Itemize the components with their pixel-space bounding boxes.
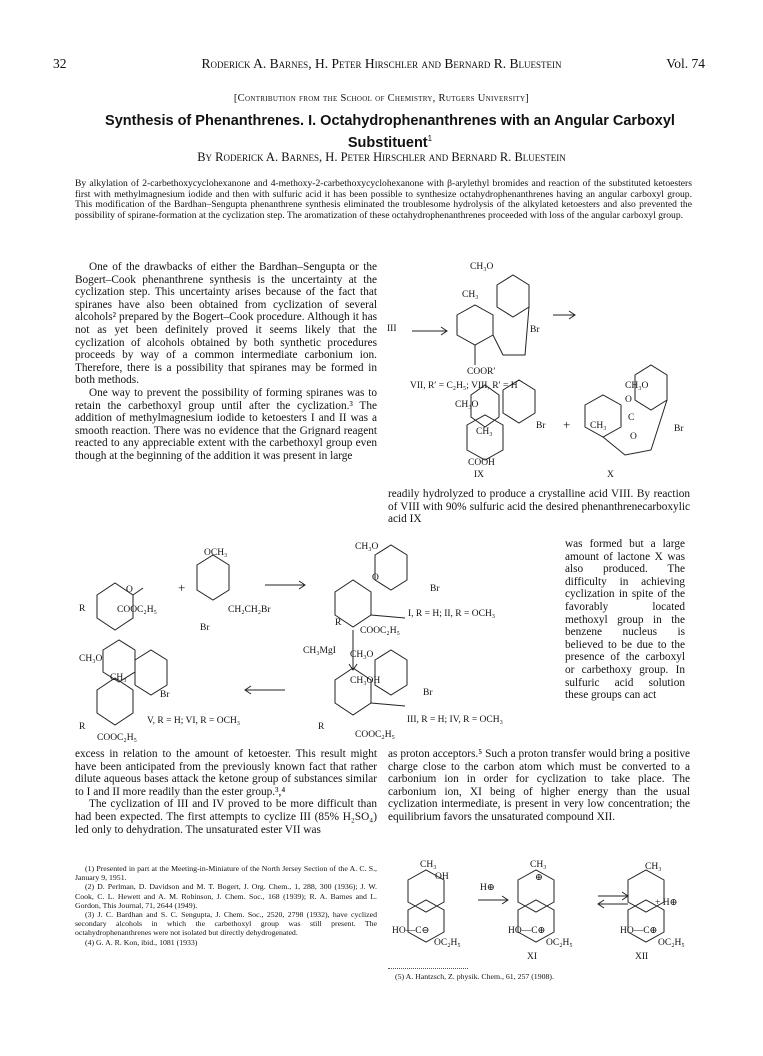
- group-label: CH₃O: [350, 650, 374, 660]
- group-label: R: [79, 722, 86, 732]
- page-number: 32: [53, 56, 67, 71]
- equilibrium-arrow: [598, 892, 628, 908]
- group-label: CH₃: [530, 860, 547, 870]
- group-label: R: [79, 604, 86, 614]
- footnote-right: (5) A. Hantzsch, Z. physik. Chem., 61, 257 (1908).: [395, 972, 554, 981]
- group-label: COOC₂H₅: [355, 730, 395, 740]
- footnote-rule: [388, 968, 468, 969]
- group-label: COOC₂H₅: [117, 605, 157, 615]
- footnote: (1) Presented in part at the Meeting-in-Miniature of the North Jersey Section of the A. C. S., January 9, 1951.: [75, 864, 377, 883]
- group-label: CH₃O: [355, 542, 379, 552]
- group-label: CH₃O: [470, 262, 494, 272]
- group-label: CH₂CH₂Br: [228, 605, 271, 615]
- group-label: CH₃: [462, 290, 479, 300]
- arrow: [478, 896, 508, 904]
- group-label: CH₃: [476, 427, 493, 437]
- article-title: [70, 113, 710, 152]
- scheme-caption: VII, R′ = C₂H₅; VIII, R′ = H: [410, 381, 518, 391]
- footnote: (3) J. C. Bardhan and S. C. Sengupta, J. Chem. Soc., 2520, 2798 (1932), have cyclized secondary alcohols in which the carbethoxyl group was still present. The octahydrophenanthrenes were not isolated but directly dehydrogenated.: [75, 910, 377, 938]
- group-label: Br: [160, 690, 170, 700]
- group-label: CH₃O: [79, 654, 103, 664]
- compound-label: III: [387, 324, 397, 334]
- ring: [375, 545, 407, 590]
- group-label: CH₃: [420, 860, 437, 870]
- group-label: OH: [435, 872, 449, 882]
- bond: [133, 588, 143, 595]
- compound-label: IX: [474, 470, 485, 480]
- group-label: R: [318, 722, 325, 732]
- group-label: CH₃: [645, 862, 662, 872]
- group-label: CH₃OH: [350, 676, 381, 686]
- group-label: O: [630, 432, 637, 442]
- group-label: H⊕: [480, 883, 495, 893]
- group-label: Br: [674, 424, 684, 434]
- title-footnote-mark: 1: [427, 134, 433, 143]
- compound-label: XI: [527, 952, 538, 962]
- footnotes-left: [75, 864, 377, 947]
- left-column-top: [75, 261, 377, 463]
- group-label: COOR′: [467, 367, 496, 377]
- plus-sign: +: [178, 580, 186, 595]
- paragraph: The cyclization of III and IV proved to be more difficult than had been expected. The first attempts to cyclize III (85% H₂SO₄) led only to dehydration. The unsaturated ester VII was: [75, 798, 377, 836]
- plus-sign: +: [563, 417, 571, 432]
- group-label: O: [372, 573, 379, 583]
- ring: [375, 650, 407, 695]
- scheme-vii-to-x: [385, 255, 695, 485]
- group-label: Br: [423, 688, 433, 698]
- group-label: OC₂H₅: [546, 938, 573, 948]
- contribution-line: [Contribution from the School of Chemistry, Rutgers University]: [233, 93, 530, 104]
- bond: [371, 703, 405, 706]
- reagent-label: CH₃MgI: [303, 646, 336, 656]
- arrow: [245, 686, 285, 694]
- group-label: CH₃O: [455, 400, 479, 410]
- compound-label: X: [607, 470, 614, 480]
- group-label: COOC₂H₅: [360, 626, 400, 636]
- benzene-ring: [497, 275, 529, 317]
- ring: [197, 555, 229, 600]
- group-label: HO—C⊖: [392, 926, 430, 936]
- group-label: HO—C⊕: [620, 926, 658, 936]
- group-label: Br: [530, 325, 540, 335]
- running-title: Roderick A. Barnes, H. Peter Hirschler and Bernard R. Bluestein: [201, 56, 562, 71]
- group-label: COOC₂H₅: [97, 733, 137, 743]
- bond: [603, 400, 667, 455]
- right-column-bottom: as proton acceptors.⁵ Such a proton transfer would bring a positive charge close to the carbon atom which must be converted to a carbonium ion in order for cyclization to take place. The carbonium ion, XI being of higher energy than the usual cyclization intermediate, is present in very low concentration; the equilibrium favors the unsaturated compound XII.: [388, 748, 690, 823]
- bond: [371, 615, 405, 618]
- compound-label: XII: [635, 952, 649, 962]
- group-label: CH₃O: [625, 381, 649, 391]
- abstract: By alkylation of 2-carbethoxycyclohexanone and 4-methoxy-2-carbethoxycyclohexanone with β-arylethyl bromides and reaction of the substituted ketoesters first with methylmagnesium iodide and then with sulfuric acid it has been possible to synthesize octahydrophenanthrenes having an angular carboxyl group. This modification of the Bardhan–Sengupta phenanthrene synthesis eliminated the troublesome hydrolysis of the alkylated ketoesters and also prevented the possibility of spirane-formation at the cyclization step. The aromatization of these octahydrophenanthrenes proceeded with loss of the angular carboxyl group.: [75, 178, 692, 221]
- group-label: CH₃: [110, 673, 127, 683]
- right-column-top-text: readily hydrolyzed to produce a crystalline acid VIII. By reaction of VIII with 90% sulfuric acid the desired phenanthrenecarboxylic acid IX: [388, 488, 690, 526]
- ring: [97, 678, 133, 725]
- group-label: O: [625, 395, 632, 405]
- ring: [467, 415, 503, 460]
- left-column-bottom: [75, 748, 377, 836]
- group-label: ⊕: [535, 873, 543, 883]
- compound-caption: III, R = H; IV, R = OCH₃: [407, 715, 503, 725]
- volume: Vol. 74: [666, 56, 705, 71]
- group-label: OCH₃: [204, 548, 228, 558]
- arrow: [553, 311, 575, 319]
- paragraph: One way to prevent the possibility of forming spiranes was to retain the carbethoxyl group until after the cyclization.³ The addition of methylmagnesium iodide to ketoesters I and II was a smooth reaction. There was no evidence that the Grignard reagent reacted to any appreciable extent with the carbethoxyl group even though at the beginning of the addition it was present in large: [75, 386, 377, 462]
- group-label: Br: [200, 623, 210, 633]
- paragraph: excess in relation to the amount of ketoester. This result might have been anticipated from the previously known fact that rather dilute aqueous bases attack the ketone group of substances similar to I and II more readily than the ester group.³,⁴: [75, 748, 377, 798]
- group-label: + H⊕: [655, 898, 678, 908]
- right-narrow-text: was formed but a large amount of lactone X was also produced. The difficulty in achieving cyclization in spite of the favorably located methoxyl group in the benzene nucleus is believed to be due to the presence of the carboxyl or carbethoxy group. In sulfuric acid solution these groups can act: [565, 538, 685, 702]
- group-label: COOH: [468, 458, 495, 468]
- compound-caption: V, R = H; VI, R = OCH₃: [147, 716, 241, 726]
- ring-ring: [457, 305, 493, 345]
- group-label: Br: [536, 421, 546, 431]
- group-label: R: [335, 618, 342, 628]
- compound-caption: I, R = H; II, R = OCH₃: [408, 609, 496, 619]
- arrow: [265, 581, 305, 589]
- group-label: CH₃: [590, 421, 607, 431]
- group-label: OC₂H₅: [434, 938, 461, 948]
- authors: By Roderick A. Barnes, H. Peter Hirschler and Bernard R. Bluestein: [197, 150, 566, 164]
- group-label: C: [628, 413, 635, 423]
- ring: [135, 650, 167, 695]
- footnote: (4) G. A. R. Kon, ibid., 1081 (1933): [85, 937, 198, 947]
- footnote: (2) D. Perlman, D. Davidson and M. T. Bogert, J. Org. Chem., 1, 288, 300 (1936); J. W. Cook, C. L. Hewett and A. M. Robinson, J. Chem. Soc., 168 (1939); R. A. Barnes and L. Gordon, This Journal, 71, 2644 (1949).: [75, 882, 377, 910]
- title-text: Synthesis of Phenanthrenes. I. Octahydrophenanthrenes with an Angular Carboxyl Substituent: [105, 113, 675, 151]
- paragraph: One of the drawbacks of either the Bardhan–Sengupta or the Bogert–Cook phenanthrene synthesis is the uncertainty at the cyclization step. This uncertainty arises because of the fact that spiranes have also been obtained from cyclization of several alcohols² prepared by the Bogert–Cook procedure. Although it has not as yet been definitely proved it seems likely that the cyclization of alcohols obtained by both synthetic procedures proceeds by way of a common intermediate carbonium ion. Therefore, there is a possibility that spiranes may be formed in both methods.: [75, 261, 377, 387]
- bond: [493, 307, 529, 355]
- group-label: HO—C⊕: [508, 926, 546, 936]
- group-label: Br: [430, 584, 440, 594]
- arrow: [412, 327, 447, 335]
- group-label: O: [126, 585, 133, 595]
- group-label: OC₂H₅: [658, 938, 685, 948]
